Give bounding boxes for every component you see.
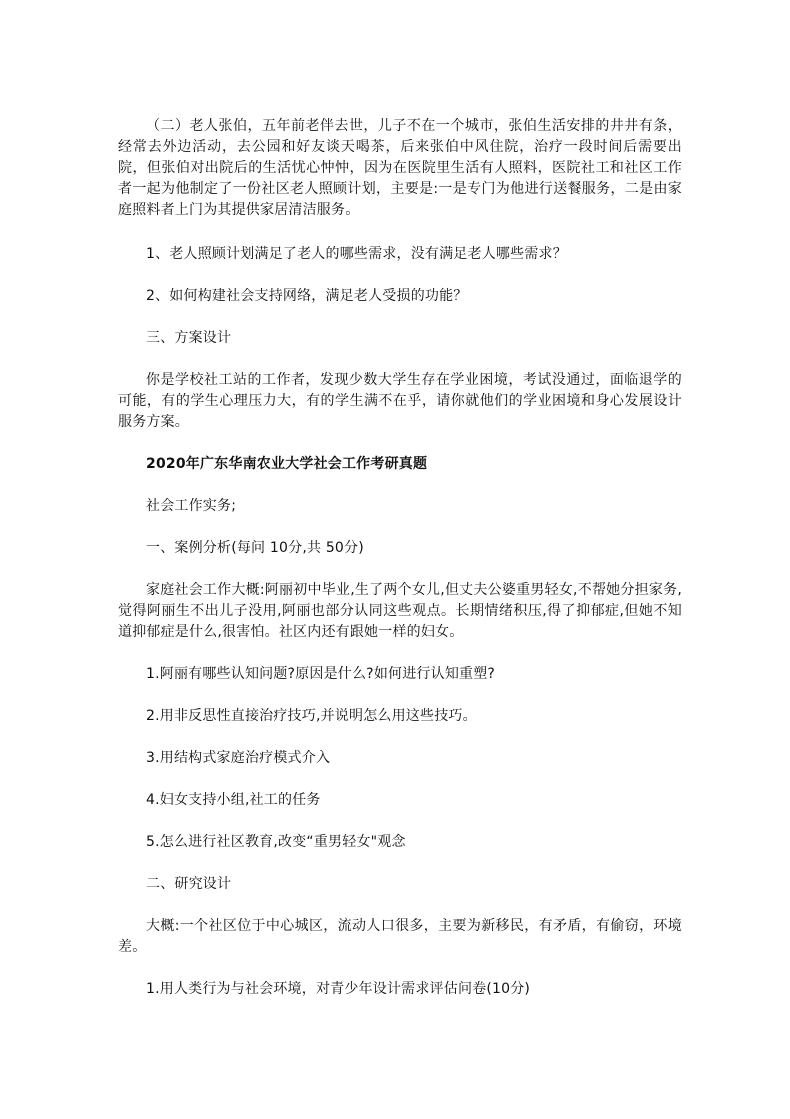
section-heading-research-design: 二、研究设计	[146, 876, 232, 892]
case-question-5: 5.怎么进行社区教育,改变“重男轻女"观念	[146, 834, 406, 850]
subject-label: 社会工作实务;	[146, 498, 237, 514]
plan-design-paragraph: 你是学校社工站的工作者，发现少数大学生存在学业困境，考试没通过，面临退学的可能，有的学生心理压力大，有的学生满不在乎，请你就他们的学业困境和身心发展设计服务方案。	[118, 372, 682, 430]
case-question-1: 1.阿丽有哪些认知问题?原因是什么?如何进行认知重塑?	[146, 666, 496, 682]
case-paragraph-zhang-bo: （二）老人张伯，五年前老伴去世，儿子不在一个城市，张伯生活安排的井井有条，经常去外边活动，去公园和好友谈天喝茶，后来张伯中风住院，治疗一段时间后需要出院，但张伯对出院后的生活忧心忡忡，因为在医院里生活有人照料，医院社工和社区工作者一起为他制定了一份社区老人照顾计划，主要是:一是专门为他进行送餐服务，二是由家庭照料者上门为其提供家居清洁服务。	[118, 118, 682, 218]
question-1: 1、老人照顾计划满足了老人的哪些需求，没有满足老人哪些需求？	[146, 246, 567, 262]
case-question-4: 4.妇女支持小组,社工的任务	[146, 792, 321, 808]
research-design-paragraph: 大概:一个社区位于中心城区，流动人口很多，主要为新移民，有矛盾，有偷窃，环境差。	[118, 918, 682, 955]
section-heading-case-analysis: 一、案例分析(每问 10分,共 50分)	[146, 540, 364, 556]
exam-title: 2020年广东华南农业大学社会工作考研真题	[146, 456, 428, 472]
case-question-2: 2.用非反思性直接治疗技巧,并说明怎么用这些技巧。	[146, 708, 477, 724]
case-paragraph-ali: 家庭社会工作大概:阿丽初中毕业,生了两个女儿,但丈夫公婆重男轻女,不帮她分担家务,觉得阿丽生不出儿子没用,阿丽也部分认同这些观点。长期情绪积压,得了抑郁症,但她不知道抑郁症是什么,很害怕。社区内还有跟她一样的妇女。	[118, 582, 682, 640]
research-question-1: 1.用人类行为与社会环境，对青少年设计需求评估问卷(10分)	[146, 981, 531, 997]
question-2: 2、如何构建社会支持网络，满足老人受损的功能？	[146, 288, 468, 304]
section-heading-plan-design: 三、方案设计	[146, 330, 232, 346]
case-question-3: 3.用结构式家庭治疗模式介入	[146, 750, 331, 766]
